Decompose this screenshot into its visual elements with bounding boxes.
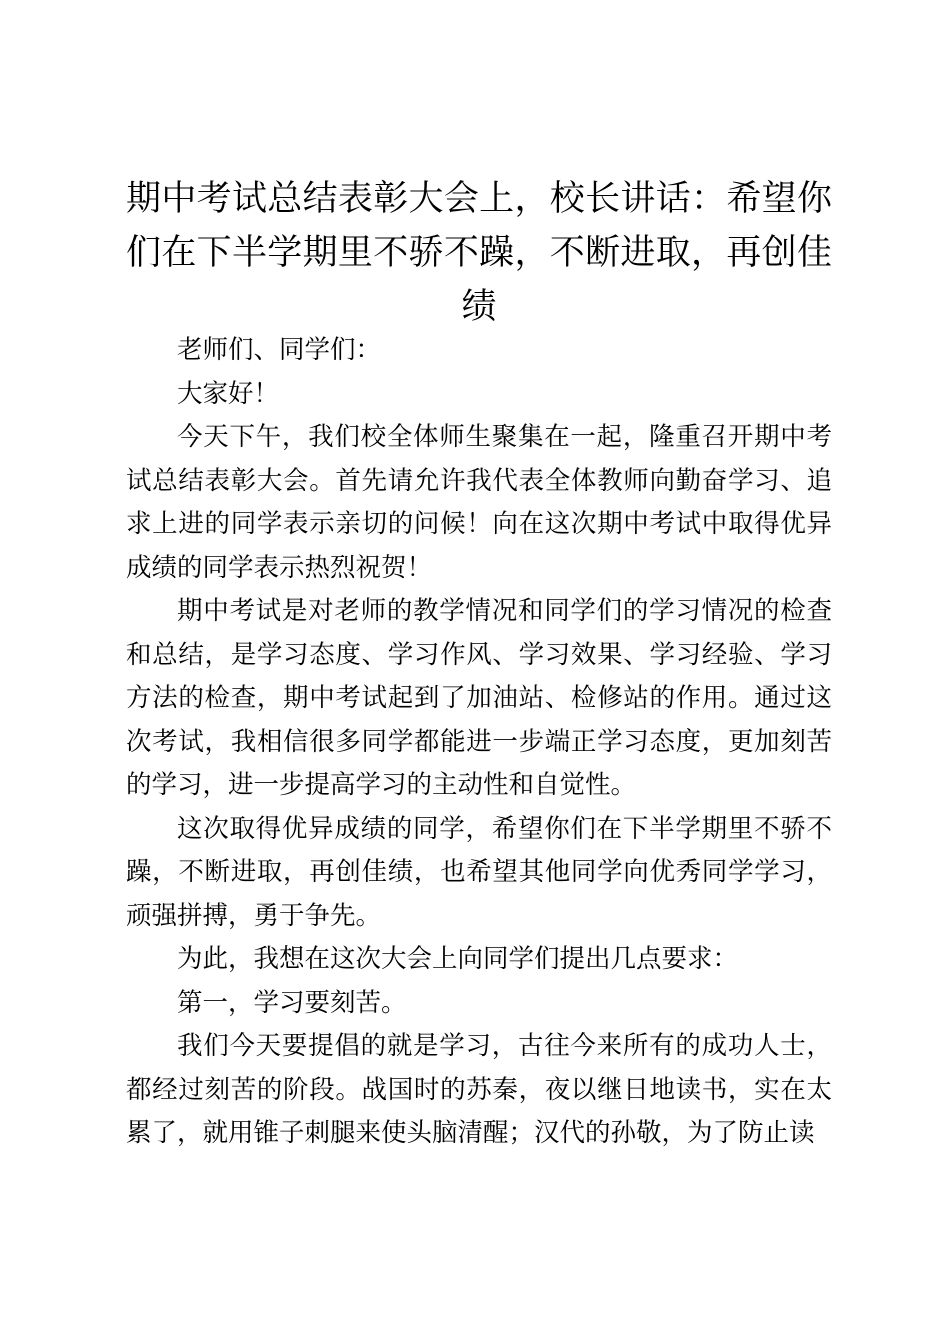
salutation: 老师们、同学们： <box>177 335 382 365</box>
paragraph: 期中考试是对老师的教学情况和同学们的学习情况的检查和总结，是学习态度、学习作风、学习效果、学习经验、学习方法的检查，期中考试起到了加油站、检修站的作用。通过这次考试，我相信很多同学都能进一步端正学习态度，更加刻苦的学习，进一步提高学习的主动性和自觉性。 <box>126 596 832 800</box>
document-body <box>126 329 832 1156</box>
paragraph: 为此，我想在这次大会上向同学们提出几点要求： <box>177 944 739 974</box>
greeting: 大家好！ <box>177 378 280 409</box>
paragraph: 这次取得优异成绩的同学，希望你们在下半学期里不骄不躁，不断进取，再创佳绩，也希望其他同学向优秀同学学习，顽强拼搏，勇于争先。 <box>126 813 832 931</box>
section-heading: 第一，学习要刻苦。 <box>177 987 407 1018</box>
paragraph: 今天下午，我们校全体师生聚集在一起，隆重召开期中考试总结表彰大会。首先请允许我代表全体教师向勤奋学习、追求上进的同学表示亲切的问候！向在这次期中考试中取得优异成绩的同学表示热烈祝贺！ <box>126 422 832 583</box>
document-title: 期中考试总结表彰大会上，校长讲话：希望你们在下半学期里不骄不躁，不断进取，再创佳绩 <box>126 179 832 327</box>
paragraph: 我们今天要提倡的就是学习，古往今来所有的成功人士，都经过刻苦的阶段。战国时的苏秦，夜以继日地读书，实在太累了，就用锥子刺腿来使头脑清醒；汉代的孙敬，为了防止读 <box>126 1031 832 1148</box>
